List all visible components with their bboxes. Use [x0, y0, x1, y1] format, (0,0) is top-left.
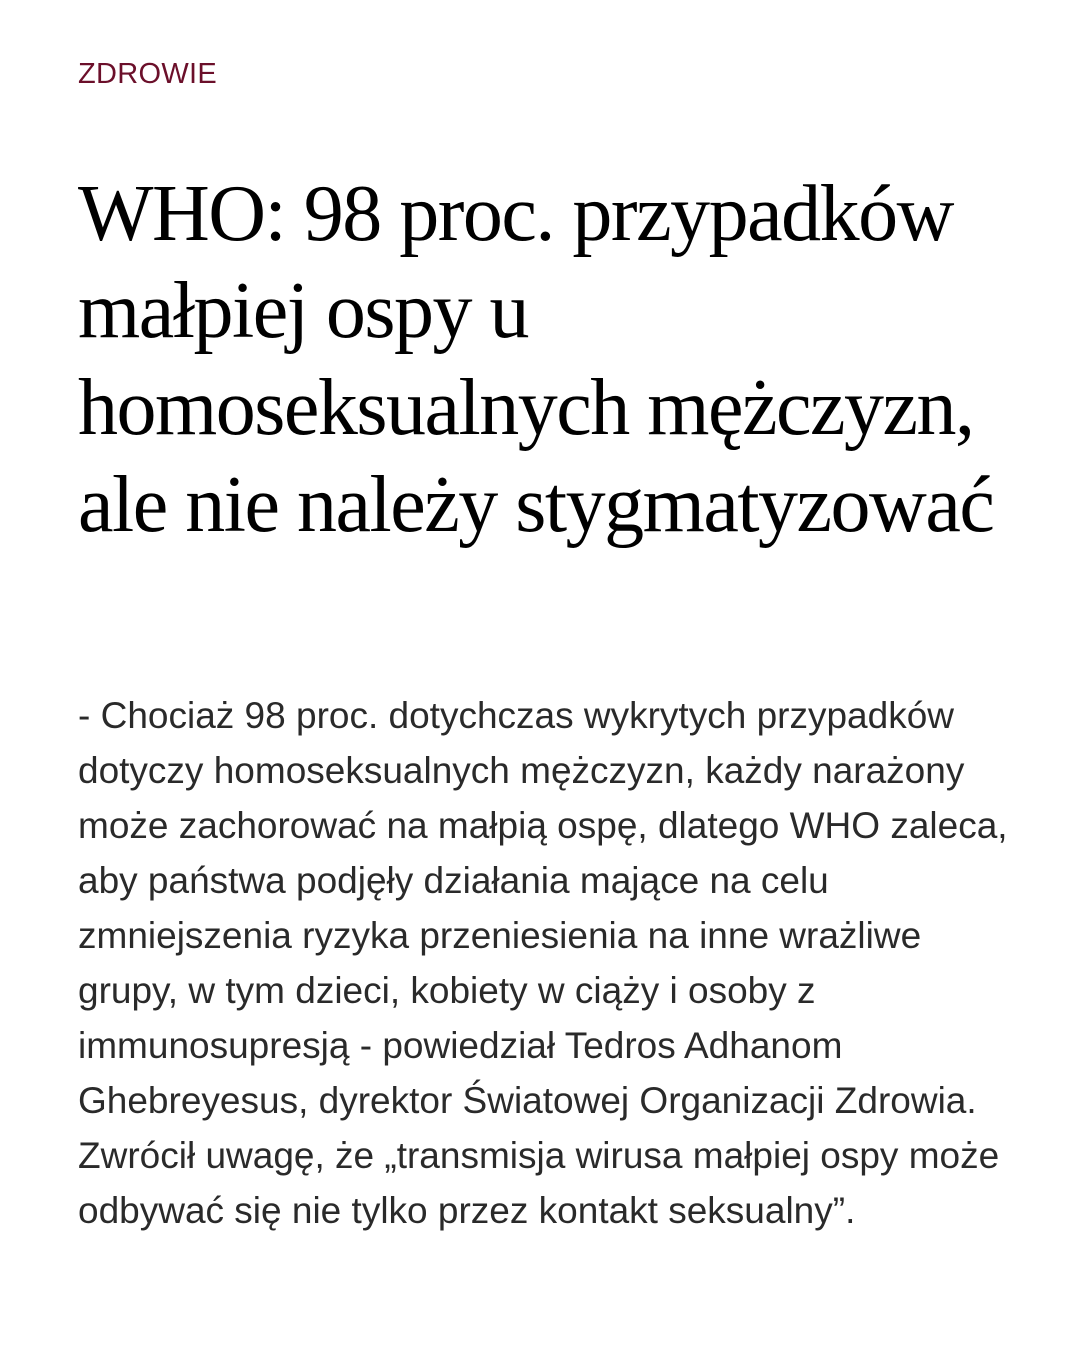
- article-headline[interactable]: WHO: 98 proc. przypadków małpiej ospy u homoseksualnych mężczyzn, ale nie należy stygmatyzować: [78, 170, 994, 549]
- article-lead: - Chociaż 98 proc. dotychczas wykrytych przypadków dotyczy homoseksualnych mężczyzn, każdy narażony może zachorować na małpią ospę, dlatego WHO zaleca, aby państwa podjęły działania mające na celu zmniejszenia ryzyka przeniesienia na inne wrażliwe grupy, w tym dzieci, kobiety w ciąży i osoby z immunosupresją - powiedział Tedros Adhanom Ghebreyesus, dyrektor Światowej Organizacji Zdrowia. Zwrócił uwagę, że „transmisja wirusa małpiej ospy może odbywać się nie tylko przez kontakt seksualny”.: [78, 695, 1008, 1231]
- category-link[interactable]: ZDROWIE: [78, 58, 218, 90]
